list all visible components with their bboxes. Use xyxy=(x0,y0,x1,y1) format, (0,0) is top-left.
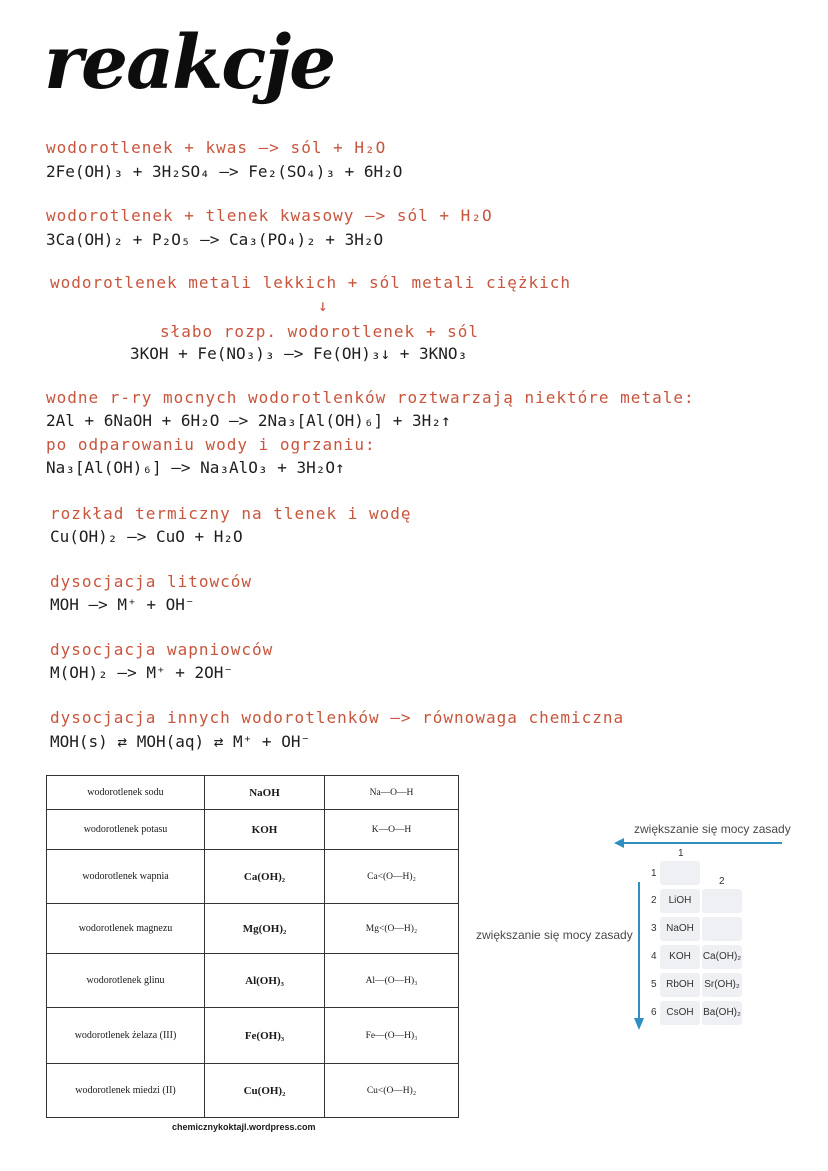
table-row xyxy=(47,810,459,850)
element-cell xyxy=(702,917,742,941)
element-cell: KOH xyxy=(660,945,700,969)
element-cell xyxy=(660,861,700,885)
table-cell-structure: Al—(O—H)₃ xyxy=(325,954,459,1008)
group-header: 2 xyxy=(719,876,725,887)
period-number: 2 xyxy=(651,895,657,906)
table-row xyxy=(47,1008,459,1064)
period-number: 4 xyxy=(651,951,657,962)
table-cell-structure: Na—O—H xyxy=(325,776,459,810)
table-cell-formula: KOH xyxy=(205,810,325,850)
table-cell-formula: Cu(OH)₂ xyxy=(205,1064,325,1118)
table-cell-structure: K—O—H xyxy=(325,810,459,850)
table-cell-structure: Fe—(O—H)₃ xyxy=(325,1008,459,1064)
equation: MOH —> M⁺ + OH⁻ xyxy=(50,595,195,614)
period-number: 1 xyxy=(651,868,657,879)
hydroxide-table xyxy=(46,775,459,1118)
table-cell-formula: NaOH xyxy=(205,776,325,810)
table-cell-name: wodorotlenek potasu xyxy=(47,810,205,850)
table-cell-structure: Mg<(O—H)₂ xyxy=(325,904,459,954)
table-row xyxy=(47,776,459,810)
table-row xyxy=(47,1064,459,1118)
equation: Na₃[Al(OH)₆] —> Na₃AlO₃ + 3H₂O↑ xyxy=(46,458,345,477)
element-cell: RbOH xyxy=(660,973,700,997)
element-cell: CsOH xyxy=(660,1001,700,1025)
period-number: 6 xyxy=(651,1007,657,1018)
table-cell-formula: Mg(OH)₂ xyxy=(205,904,325,954)
table-cell-name: wodorotlenek sodu xyxy=(47,776,205,810)
page-title: reakcje xyxy=(44,20,335,106)
table-cell-name: wodorotlenek żelaza (III) xyxy=(47,1008,205,1064)
left-arrow-icon xyxy=(614,836,784,850)
down-arrow: ↓ xyxy=(318,296,329,315)
period-number: 5 xyxy=(651,979,657,990)
element-cell: LiOH xyxy=(660,889,700,913)
equation: 2Al + 6NaOH + 6H₂O —> 2Na₃[Al(OH)₆] + 3H₂↑ xyxy=(46,411,451,430)
top-trend-label: zwiększanie się mocy zasady xyxy=(634,822,791,836)
period-number: 3 xyxy=(651,923,657,934)
table-cell-formula: Al(OH)₃ xyxy=(205,954,325,1008)
down-arrow-icon xyxy=(632,882,646,1030)
section-header: wodorotlenek + kwas —> sól + H₂O xyxy=(46,138,387,157)
group-header: 1 xyxy=(678,848,684,859)
section-header: dysocjacja wapniowców xyxy=(50,640,274,659)
equation: MOH(s) ⇄ MOH(aq) ⇄ M⁺ + OH⁻ xyxy=(50,732,311,751)
element-cell: Ca(OH)₂ xyxy=(702,945,742,969)
table-cell-name: wodorotlenek glinu xyxy=(47,954,205,1008)
element-cell: Ba(OH)₂ xyxy=(702,1001,742,1025)
table-cell-formula: Fe(OH)₃ xyxy=(205,1008,325,1064)
table-row xyxy=(47,850,459,904)
section-header: dysocjacja innych wodorotlenków —> równowaga chemiczna xyxy=(50,708,625,727)
table-row xyxy=(47,954,459,1008)
section-header: wodorotlenek metali lekkich + sól metali ciężkich xyxy=(50,273,572,292)
section-header: wodne r-ry mocnych wodorotlenków roztwarzają niektóre metale: xyxy=(46,388,695,407)
element-cell: Sr(OH)₂ xyxy=(702,973,742,997)
table-cell-structure: Cu<(O—H)₂ xyxy=(325,1064,459,1118)
section-header: dysocjacja litowców xyxy=(50,572,253,591)
section-header: rozkład termiczny na tlenek i wodę xyxy=(50,504,412,523)
equation: M(OH)₂ —> M⁺ + 2OH⁻ xyxy=(50,663,234,682)
element-cell: NaOH xyxy=(660,917,700,941)
equation: Cu(OH)₂ —> CuO + H₂O xyxy=(50,527,243,546)
element-cell xyxy=(702,889,742,913)
table-cell-structure: Ca<(O—H)₂ xyxy=(325,850,459,904)
section-header: wodorotlenek + tlenek kwasowy —> sól + H₂O xyxy=(46,206,493,225)
section-header: po odparowaniu wody i ogrzaniu: xyxy=(46,435,376,454)
equation: 2Fe(OH)₃ + 3H₂SO₄ —> Fe₂(SO₄)₃ + 6H₂O xyxy=(46,162,403,181)
table-cell-name: wodorotlenek wapnia xyxy=(47,850,205,904)
table-row xyxy=(47,904,459,954)
section-subheader: słabo rozp. wodorotlenek + sól xyxy=(160,322,479,341)
side-trend-label: zwiększanie się mocy zasady xyxy=(476,928,633,942)
table-cell-name: wodorotlenek miedzi (II) xyxy=(47,1064,205,1118)
source-credit: chemicznykoktajl.wordpress.com xyxy=(172,1122,316,1132)
table-cell-formula: Ca(OH)₂ xyxy=(205,850,325,904)
equation: 3Ca(OH)₂ + P₂O₅ —> Ca₃(PO₄)₂ + 3H₂O xyxy=(46,230,384,249)
equation: 3KOH + Fe(NO₃)₃ —> Fe(OH)₃↓ + 3KNO₃ xyxy=(130,344,468,363)
table-cell-name: wodorotlenek magnezu xyxy=(47,904,205,954)
